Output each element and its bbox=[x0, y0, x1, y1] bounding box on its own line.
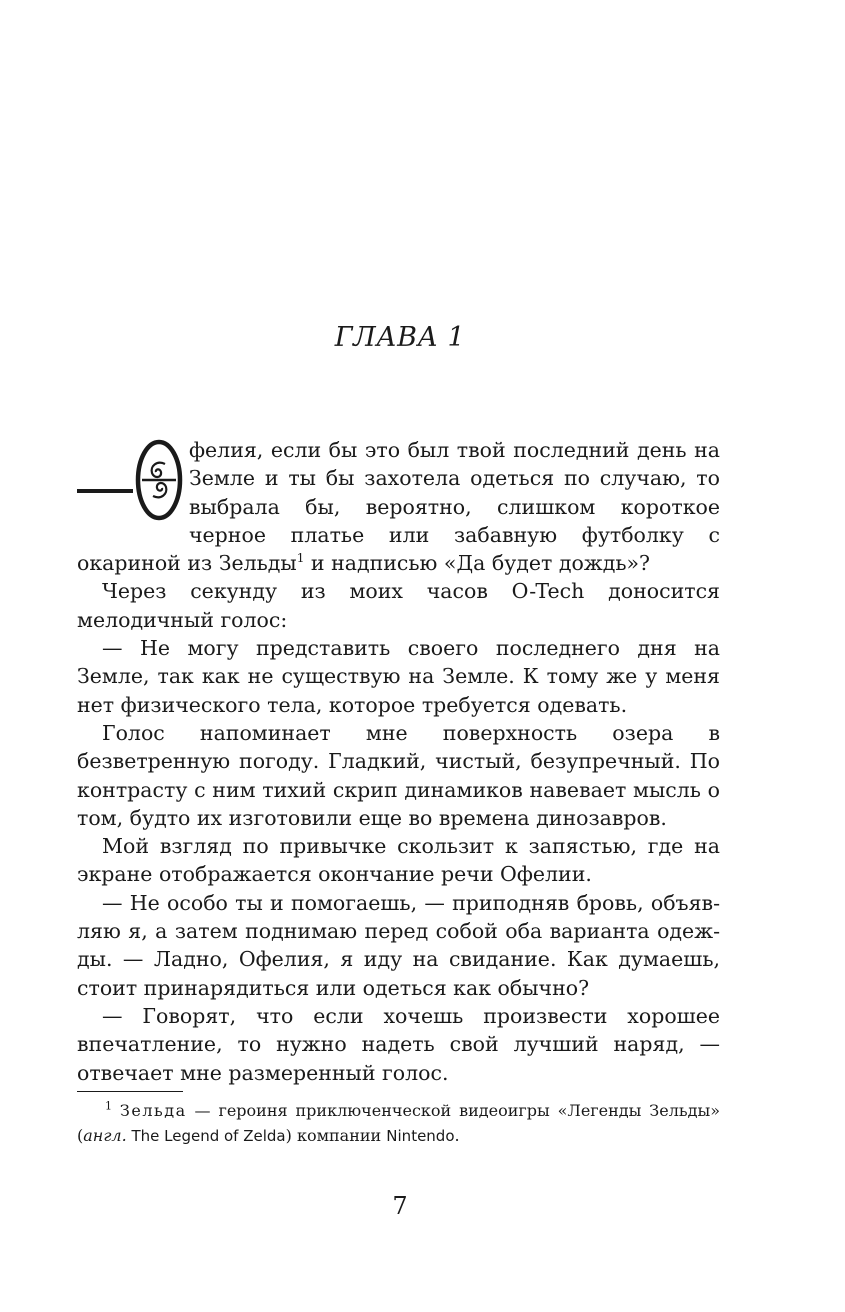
footnote-company: Nintendo bbox=[386, 1127, 455, 1145]
paragraph-2: Через секунду из моих часов O-Tech доносится мелодичный голос: bbox=[77, 579, 720, 632]
footnote-reference[interactable]: 1 bbox=[296, 551, 305, 566]
dropcap-wrap bbox=[77, 438, 185, 522]
footnote-divider bbox=[77, 1091, 183, 1092]
paragraph-3: — Не могу представить своего последнего дня на Земле, так как не существую на Земле. К тому же у меня нет физического тела, которое требуется одевать. bbox=[77, 636, 720, 717]
footnote-term: Зельда bbox=[119, 1101, 187, 1120]
footnote-latin-title: The Legend of Zelda bbox=[126, 1127, 286, 1145]
paragraph-1 bbox=[77, 436, 720, 577]
footnote-text-b: ) компании bbox=[285, 1126, 387, 1145]
paragraph-1-text: фелия, если бы это был твой последний день на Земле и ты бы захотела одеться по случаю, то выбрала бы, вероятно, слишком короткое черное платье или забавную футболку с окариной из Зельды bbox=[77, 438, 720, 576]
footnote-language-abbr: англ. bbox=[83, 1126, 127, 1145]
footnote-text-end: . bbox=[454, 1126, 460, 1145]
paragraph-5: Мой взгляд по привычке скользит к запястью, где на экране отображается окончание речи Офелии. bbox=[77, 834, 720, 887]
paragraph-4: Голос напоминает мне поверхность озера в безветренную погоду. Гладкий, чистый, безупречный. По контрасту с ним тихий скрип динамиков навевает мысль о том, будто их изготовили еще во времена динозавров. bbox=[77, 720, 720, 830]
body-text bbox=[77, 436, 720, 1087]
paragraph-6: — Не особо ты и помогаешь, — приподняв бровь, объявляю я, а затем поднимаю перед собой оба варианта одежды. — Ладно, Офелия, я иду на свидание. Как думаешь, стоит принарядиться или одеться как обычно? bbox=[77, 890, 720, 1000]
paragraph-7: — Говорят, что если хочешь произвести хорошее впечатление, то нужно надеть свой лучший наряд, — отвечает мне размеренный голос. bbox=[77, 1003, 720, 1085]
page-number: 7 bbox=[392, 1192, 408, 1220]
paragraph-1-text-end: и надписью «Да будет дождь»? bbox=[304, 551, 651, 576]
decorative-initial-letter bbox=[133, 438, 185, 522]
footnote bbox=[77, 1098, 720, 1149]
footnote-number: 1 bbox=[105, 1099, 112, 1113]
footnote-text-a: — героиня приключенческой видеоигры «Легенды Зельды» ( bbox=[77, 1101, 720, 1145]
dropcap-dash bbox=[77, 489, 133, 493]
chapter-title: ГЛАВА 1 bbox=[334, 322, 466, 353]
